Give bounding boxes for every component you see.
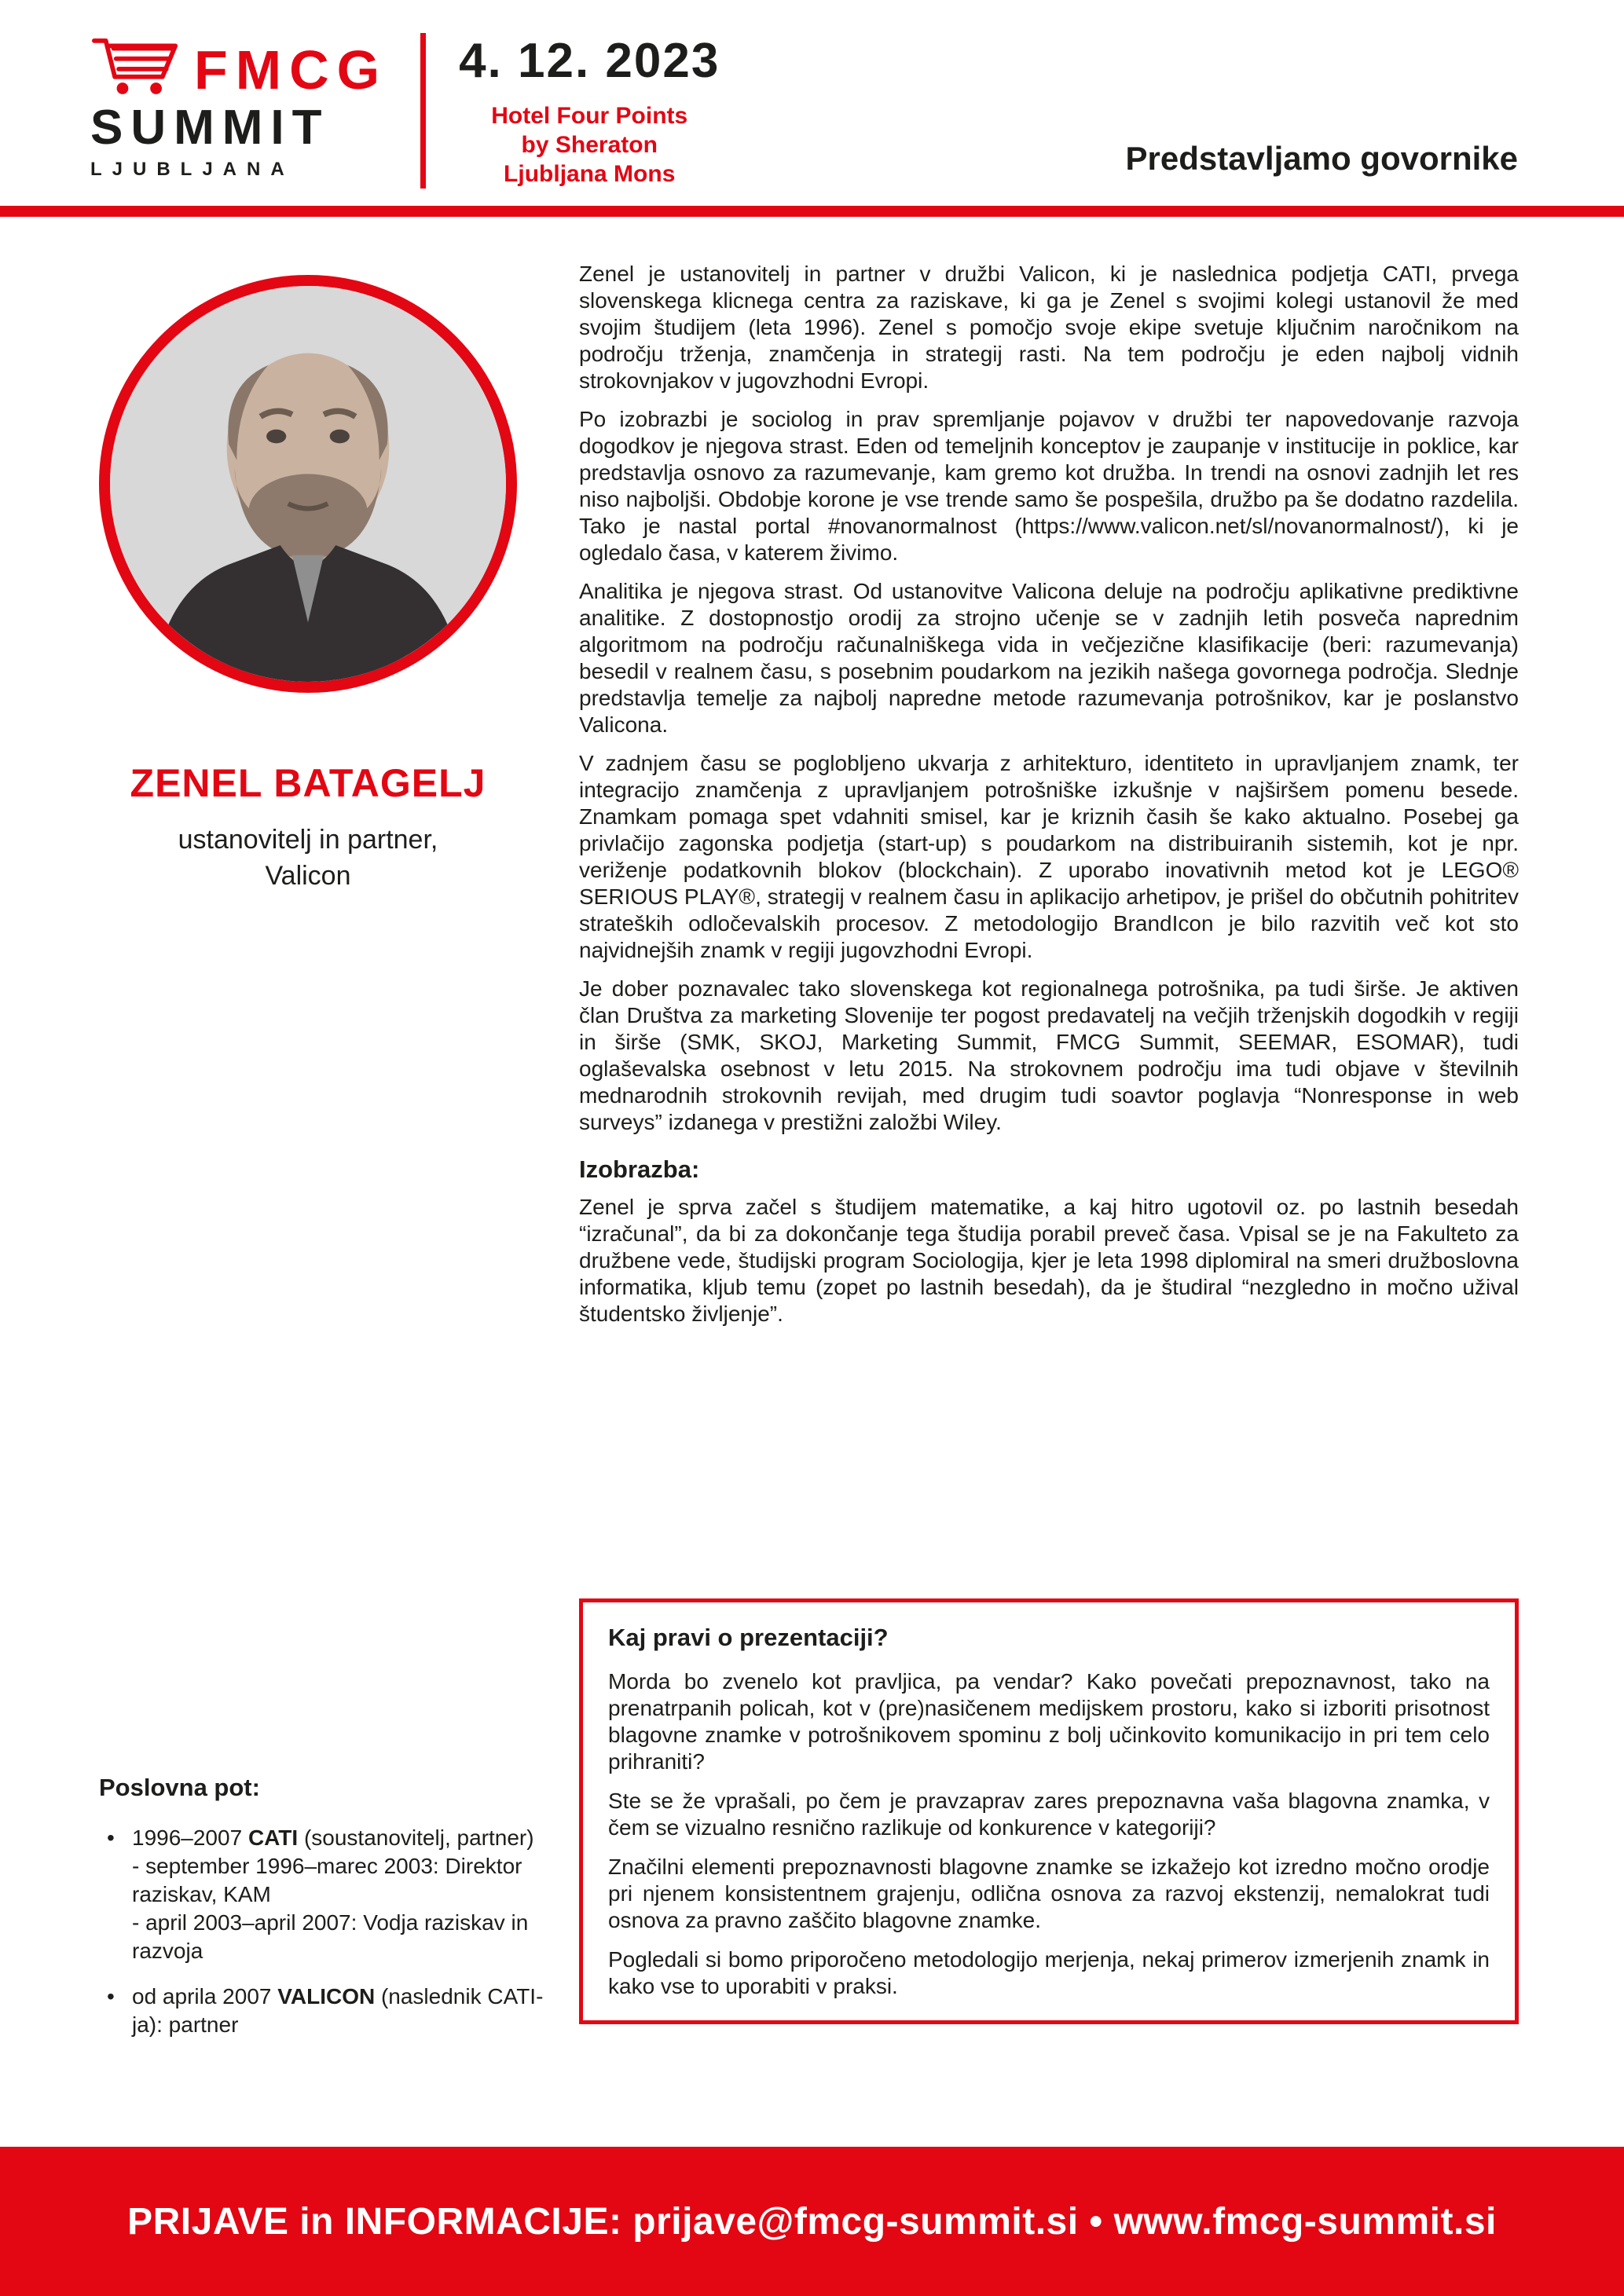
logo-text-city: LJUBLJANA (90, 159, 295, 180)
career-entry-company: CATI (247, 1825, 299, 1850)
fmcg-summit-logo (90, 33, 387, 179)
page-title: Predstavljamo govornike (1125, 140, 1518, 177)
contact-line: PRIJAVE in INFORMACIJE: prijave@fmcg-summit.si • www.fmcg-summit.si (127, 2200, 1497, 2243)
venue-line: by Sheraton (521, 132, 658, 158)
career-sub-entry: - september 1996–marec 2003: Direktor raziskav, KAM (132, 1854, 522, 1906)
presentation-paragraph: Pogledali si bomo priporočeno metodologijo merjenja, nekaj primerov izmerjenih znamk in kako vse to uporabiti v praksi. (608, 1947, 1490, 1998)
bio-paragraph: Zenel je ustanovitelj in partner v družbi Valicon, ki je naslednica podjetja CATI, prvega slovenskega klicnega centra za raziskave, ki ga je Zenel s svojimi kolegi ustanovil že med svojim študijem (leta 1996). Zenel s pomočjo svoje ekipe svetuje ključnim naročnikom na področju trženja, znamčenja in strategij rasti. Na tem področju je eden najbolj vidnih strokovnjakov v jugovzhodni Evropi. (579, 262, 1519, 393)
header (90, 33, 1518, 189)
footer-banner (0, 2147, 1624, 2296)
event-date-block (459, 33, 720, 189)
career-entry-text: od aprila 2007 (132, 1984, 278, 2009)
bio-paragraph: Je dober poznavalec tako slovenskega kot regionalnega potrošnika, pa tudi širše. Je aktiven član Društva za marketing Slovenije ter pogost predavatelj na večjih trženjskih dogodkih v regiji in širše (SMK, SKOJ, Marketing Summit, FMCG Summit, SEEMAR, ESOMAR), tudi oglaševalska osebnost v letu 2015. Na strokovnem področju ima tudi objave v številnih mednarodnih strokovnih revijah, med drugim tudi soavtor poglavja “Nonresponse in web surveys” izdanega v prestižni založbi Wiley. (579, 976, 1519, 1134)
career-entry-text: (naslednik CATI-ja): partner (132, 1984, 544, 2037)
career-section (99, 1774, 566, 2056)
career-entry-company: VALICON (277, 1984, 376, 2009)
career-sub-entry: - april 2003–april 2007: Vodja raziskav in razvoja (132, 1910, 529, 1963)
bio-paragraph: Po izobrazbi je sociolog in prav spremljanje pojavov v družbi ter napovedovanje razvoja dogodkov je njegova strast. Eden od temeljnih konceptov je zaupanje v institucije in poklice, kar predstavlja osnovo za razumevanje, kam gremo kot družba. In trendi na osnovi zadnjih let res niso najboljši. Obdobje korone je vse trende samo še pospešila, družbo pa še dodatno razdelila. Tako je nastal portal #novanormalnost (https://www.valicon.net/sl/novanormalnost/), ki je ogledalo časa, v katerem živimo. (579, 407, 1519, 565)
career-item (99, 1983, 566, 2039)
logo-text-summit: SUMMIT (90, 101, 330, 155)
career-entry (132, 1983, 566, 2039)
education-heading: Izobrazba: (579, 1155, 700, 1183)
cart-icon (90, 33, 183, 97)
career-heading: Poslovna pot: (99, 1774, 260, 1801)
presentation-paragraph: Ste se že vprašali, po čem je pravzaprav zares prepoznavna vaša blagovna znamka, v čem se vizualno resnično razlikuje od konkurence v kategoriji? (608, 1789, 1490, 1840)
speaker-portrait-illustration (110, 286, 506, 682)
presentation-paragraph: Morda bo zvenelo kot pravljica, pa vendar? Kako povečati prepoznavnost, tako na prenatrpanih policah, kot v (pre)nasičenem medijskem prostoru, kako si izboriti prisotnost blagovne znamke v potrošnikovem spominu z bolj učinkovito komunikacijo in pri tem celo prihraniti? (608, 1669, 1490, 1774)
bio-paragraph: V zadnjem času se poglobljeno ukvarja z arhitekturo, identiteto in upravljanjem znamk, ter integracijo znamčenja z upravljanjem potrošniške izkušnje v najširšem pomenu besede. Znamkam pomaga spet vdahniti smisel, kar je kriznih časih še kako aktualno. Posebej ga privlačijo zagonska podjetja (start-up) s poudarkom na distribuiranih sistemih, kot je npr. veriženje podatkovnih blokov (blockchain). Z uporabo inovativnih metod kot je LEGO® SERIOUS PLAY®, strategij v realnem času in aplikacijo arhetipov, je prišel do občutnih pohitritev strateških odločevalskih procesov. Z metodologijo BrandIcon je bilo razvitih več kot sto najvidnejših znamk v regiji jugovzhodni Evropi. (579, 751, 1519, 962)
speaker-company: Valicon (265, 861, 351, 891)
bio-column (579, 261, 1519, 1339)
event-date: 4. 12. 2023 (459, 34, 720, 88)
speaker-column (88, 275, 528, 894)
speaker-role (88, 822, 528, 894)
education-paragraph: Zenel je sprva začel s študijem matematike, a kaj hitro ugotovil oz. po lastnih besedah “izračunal”, da bi za dokončanje tega študija porabil preveč časa. Vpisal se je na Fakulteto za družbene vede, študijski program Sociologija, kjer je leta 1998 diplomiral na smeri družboslovna informatika, kljub temu (zopet po lastnih besedah), da je študiral “nezgledno in močno užival študentsko življenje”. (579, 1195, 1519, 1326)
career-entry-text: 1996–2007 (132, 1825, 248, 1850)
venue-line: Hotel Four Points (491, 103, 688, 129)
presentation-heading: Kaj pravi o prezentaciji? (608, 1624, 889, 1651)
header-divider (420, 33, 426, 189)
presentation-paragraph: Značilni elementi prepoznavnosti blagovne znamke se izkažejo kot izredno močno orodje pri njenem konsistentnem grajenju, odlična osnova za razvoj ekstenzij, nemalokrat tudi osnova za pravno zaščito blagovne znamke. (608, 1855, 1490, 1932)
speaker-photo (99, 275, 517, 693)
speaker-role-line: ustanovitelj in partner, (178, 825, 438, 855)
venue-line: Ljubljana Mons (504, 161, 676, 187)
speaker-name: ZENEL BATAGELJ (130, 761, 486, 805)
presentation-box (579, 1598, 1519, 2024)
logo-text-fmcg: FMCG (194, 39, 388, 101)
career-item (99, 1824, 566, 1965)
career-entry-text: (soustanovitelj, partner) (298, 1825, 534, 1850)
venue-block (459, 101, 720, 189)
bio-paragraph: Analitika je njegova strast. Od ustanovitve Valicona deluje na področju aplikativne prediktivne analitike. Z dostopnostjo orodij za strojno učenje se v zadnjih letih posveča naprednim algoritmom na področju računalniškega vida in večjezične klasifikacije (beri: razumevanja) besedil v realnem času, s posebnim poudarkom na jezikih našega govornega področja. Slednje predstavlja temelje za najbolj napredne metode razumevanja potrošnikov, kar je poslanstvo Valicona. (579, 579, 1519, 737)
header-rule (0, 206, 1624, 217)
career-entry (132, 1824, 566, 1852)
